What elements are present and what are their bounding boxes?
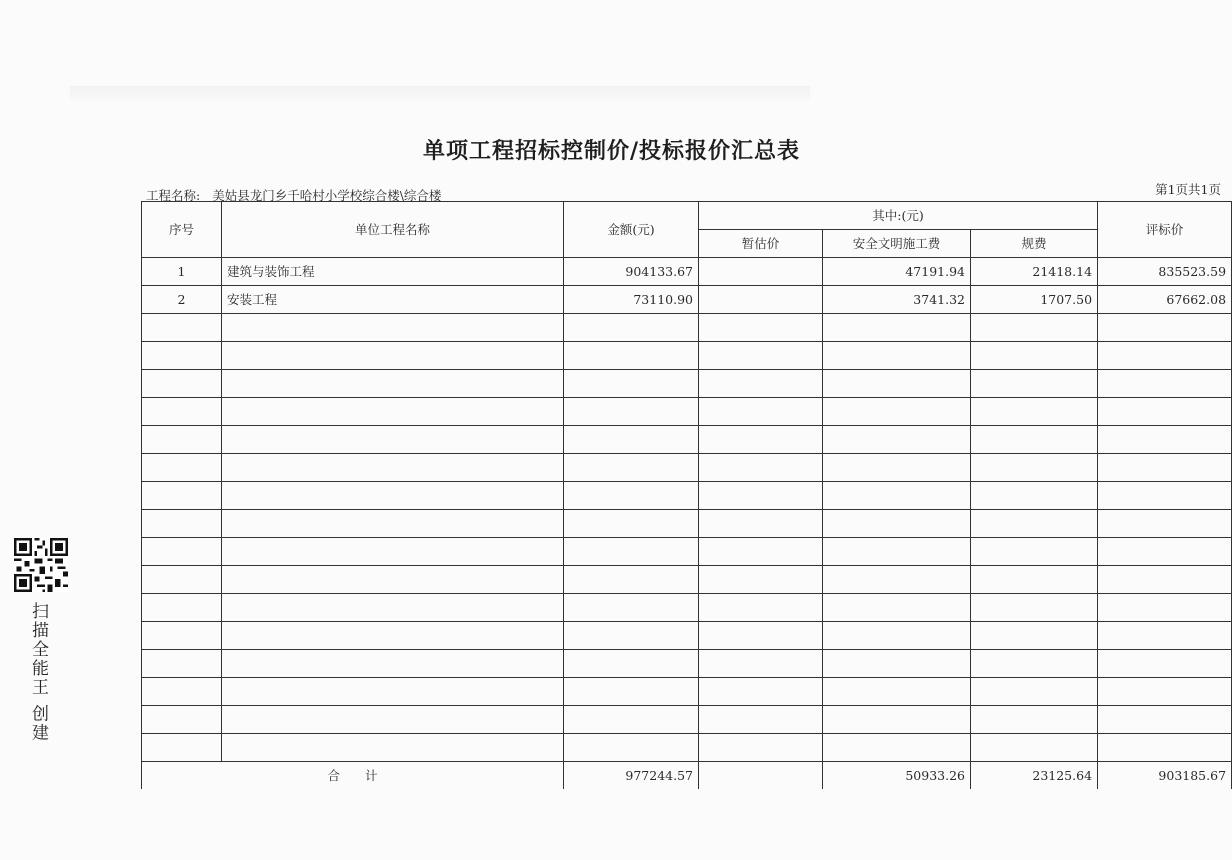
empty-cell [1098,594,1232,622]
total-fees: 23125.64 [971,762,1098,790]
cell-provisional [699,258,823,286]
empty-cell [823,370,971,398]
empty-cell [564,482,699,510]
empty-cell [222,566,564,594]
empty-row [142,538,1232,566]
empty-cell [1098,398,1232,426]
empty-cell [222,314,564,342]
empty-cell [222,454,564,482]
empty-cell [699,314,823,342]
header-provisional: 暂估价 [699,230,823,258]
empty-cell [142,342,222,370]
empty-cell [823,706,971,734]
empty-cell [142,706,222,734]
empty-cell [971,398,1098,426]
empty-cell [142,734,222,762]
empty-cell [971,342,1098,370]
total-amount: 977244.57 [564,762,699,790]
empty-cell [823,454,971,482]
empty-cell [564,566,699,594]
empty-cell [222,650,564,678]
empty-cell [823,510,971,538]
empty-cell [222,342,564,370]
cell-bid-price: 835523.59 [1098,258,1232,286]
empty-cell [142,538,222,566]
empty-row [142,398,1232,426]
empty-cell [1098,482,1232,510]
cell-name: 建筑与装饰工程 [222,258,564,286]
empty-row [142,342,1232,370]
empty-cell [699,622,823,650]
table-body [142,258,1232,762]
empty-row [142,370,1232,398]
empty-cell [564,342,699,370]
empty-cell [823,566,971,594]
empty-cell [564,314,699,342]
empty-cell [971,734,1098,762]
empty-cell [564,706,699,734]
empty-cell [971,426,1098,454]
table-row [142,286,1232,314]
scanner-watermark: 扫描全能王 创建 [28,602,48,743]
empty-row [142,482,1232,510]
empty-cell [1098,342,1232,370]
project-name: 美姑县龙门乡千哈村小学校综合楼\综合楼 [212,188,442,203]
empty-cell [1098,426,1232,454]
cell-seq: 1 [142,258,222,286]
document-title: 单项工程招标控制价/投标报价汇总表 [422,138,801,164]
empty-cell [142,622,222,650]
empty-cell [564,510,699,538]
cell-amount: 73110.90 [564,286,699,314]
empty-cell [699,650,823,678]
empty-cell [564,650,699,678]
empty-cell [222,482,564,510]
empty-cell [564,538,699,566]
empty-cell [971,370,1098,398]
empty-cell [142,398,222,426]
empty-cell [564,370,699,398]
empty-cell [222,426,564,454]
empty-row [142,454,1232,482]
empty-row [142,622,1232,650]
empty-cell [823,426,971,454]
empty-cell [699,398,823,426]
empty-cell [142,482,222,510]
empty-cell [699,734,823,762]
empty-cell [823,398,971,426]
qr-code-icon [14,538,68,592]
empty-row [142,510,1232,538]
empty-cell [699,706,823,734]
empty-cell [823,594,971,622]
empty-cell [222,594,564,622]
empty-cell [1098,622,1232,650]
empty-cell [823,678,971,706]
empty-cell [823,538,971,566]
empty-cell [699,482,823,510]
header-fees: 规费 [971,230,1098,258]
total-bid-price: 903185.67 [1098,762,1232,790]
empty-row [142,314,1232,342]
empty-cell [1098,538,1232,566]
summary-sheet [141,201,1227,783]
empty-cell [699,538,823,566]
empty-cell [222,538,564,566]
empty-cell [699,678,823,706]
cell-fees: 21418.14 [971,258,1098,286]
empty-cell [971,454,1098,482]
empty-cell [564,426,699,454]
empty-cell [1098,566,1232,594]
empty-cell [564,454,699,482]
empty-cell [699,566,823,594]
empty-cell [971,678,1098,706]
empty-cell [142,370,222,398]
empty-row [142,650,1232,678]
total-safety: 50933.26 [823,762,971,790]
empty-cell [971,706,1098,734]
empty-cell [971,538,1098,566]
total-row [142,762,1232,790]
cell-seq: 2 [142,286,222,314]
project-label: 工程名称: [146,188,201,203]
empty-cell [142,566,222,594]
empty-cell [823,650,971,678]
header-safety: 安全文明施工费 [823,230,971,258]
empty-cell [971,622,1098,650]
total-provisional [699,762,823,790]
empty-cell [222,510,564,538]
cell-amount: 904133.67 [564,258,699,286]
empty-cell [142,594,222,622]
empty-row [142,426,1232,454]
cell-provisional [699,286,823,314]
empty-cell [222,706,564,734]
empty-cell [971,594,1098,622]
empty-cell [564,678,699,706]
empty-cell [1098,454,1232,482]
empty-cell [564,398,699,426]
empty-cell [1098,314,1232,342]
empty-row [142,706,1232,734]
empty-cell [699,454,823,482]
empty-cell [1098,706,1232,734]
empty-cell [1098,510,1232,538]
empty-cell [142,314,222,342]
empty-row [142,734,1232,762]
empty-cell [222,398,564,426]
empty-row [142,566,1232,594]
empty-cell [823,342,971,370]
empty-cell [699,342,823,370]
total-label: 合 计 [142,762,564,790]
header-seq: 序号 [142,202,222,258]
scanner-tag [14,538,70,592]
header-of-which: 其中:(元) [699,202,1098,230]
header-bid-price: 评标价 [1098,202,1232,258]
header-amount: 金额(元) [564,202,699,258]
empty-cell [699,510,823,538]
empty-cell [1098,734,1232,762]
cell-fees: 1707.50 [971,286,1098,314]
empty-cell [823,622,971,650]
empty-cell [971,510,1098,538]
empty-cell [699,426,823,454]
cell-name: 安装工程 [222,286,564,314]
empty-cell [222,622,564,650]
empty-cell [222,734,564,762]
empty-cell [142,454,222,482]
cell-safety: 3741.32 [823,286,971,314]
empty-row [142,594,1232,622]
empty-cell [222,370,564,398]
empty-cell [1098,678,1232,706]
empty-cell [142,510,222,538]
empty-cell [142,678,222,706]
empty-row [142,678,1232,706]
empty-cell [222,678,564,706]
empty-cell [823,734,971,762]
empty-cell [564,594,699,622]
table-row [142,258,1232,286]
empty-cell [823,482,971,510]
empty-cell [1098,370,1232,398]
empty-cell [564,734,699,762]
empty-cell [142,650,222,678]
page-info: 第1页共1页 [1155,182,1221,197]
summary-table [141,201,1232,789]
empty-cell [971,566,1098,594]
empty-cell [971,650,1098,678]
empty-cell [1098,650,1232,678]
empty-cell [564,622,699,650]
empty-cell [142,426,222,454]
empty-cell [971,314,1098,342]
cell-safety: 47191.94 [823,258,971,286]
empty-cell [971,482,1098,510]
scan-shadow [70,86,810,100]
empty-cell [699,594,823,622]
empty-cell [699,370,823,398]
empty-cell [823,314,971,342]
header-name: 单位工程名称 [222,202,564,258]
cell-bid-price: 67662.08 [1098,286,1232,314]
